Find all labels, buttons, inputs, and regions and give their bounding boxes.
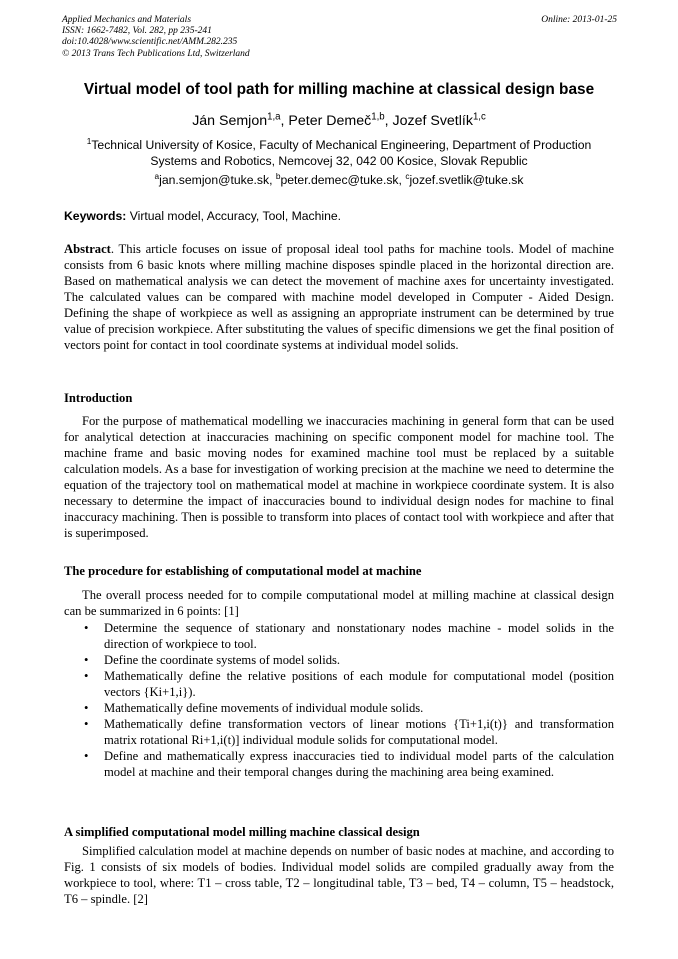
list-item-text: Define the coordinate systems of model solids. — [104, 653, 341, 667]
author-name: Peter Demeč — [288, 113, 372, 129]
simplified-paragraph: Simplified calculation model at machine depends on number of basic nodes at machine, and according to Fig. 1 consists of six models of bodies. Individual model solids are compiled gradually away from the workpiece to tool, where: T1 – cross table, T2 – longitudinal table, T3 – bed, T4 – column, T5 – headstock, T6 – spindle. [2] — [64, 844, 614, 906]
email-link[interactable]: jan.semjon@tuke.sk — [159, 173, 270, 187]
abstract — [64, 241, 614, 353]
bullet-icon: • — [84, 717, 89, 731]
email-sup: a — [154, 170, 160, 181]
author-name: Ján Semjon — [192, 113, 268, 129]
keywords-label: Keywords: — [64, 209, 127, 223]
online-date: Online: 2013-01-25 — [541, 15, 617, 25]
author-name: Jozef Svetlík — [392, 113, 473, 129]
abstract-text: . This article focuses on issue of proposal ideal tool paths for machine tools. Model of machine consists from 6 basic knots where milling machine disposes spindle placed in the horizontal direction are. Based on mathematical analysis we can detect the movement of machine axes for uncertainty investigated. The calculated values can be compared with machine model developed in Computer - Aided Design. Defining the shape of workpiece as well as assigning an appropriate instrument can be determined by true value of precision workpiece. After substituting the values of specific dimensions we get the final position of vectors point for contact in tool coordinate systems at individual model solids. — [64, 242, 614, 352]
author-sup: 1,b — [371, 111, 385, 123]
list-item-text: Mathematically define transformation vectors of linear motions {Ti+1,i(t)} and transformation matrix rotational Ri+1,i(t)] individual module solids for computational model. — [104, 717, 614, 747]
journal-name: Applied Mechanics and Materials — [62, 15, 192, 25]
author-list: Ján Semjon$^{1,a}$, Peter Demeč$^{1,b}$, Jozef Svetlík$^{1,c}$ — [192, 111, 486, 129]
bullet-icon: • — [84, 653, 89, 667]
introduction-paragraph: For the purpose of mathematical modelling we inaccuracies machining in general form that can be used for analytical detection at inaccuracies machining on specific component model for machine tool. The machine frame and basic moving nodes for examined machine tool must be replaced by a suitable calculation models. As a base for investigation of working precision at the machine we need to determine the equation of the trajectory tool on mathematical model at machine in workpiece coordinate system. It is also necessary to determine the impact of inaccuracies bound to individual design nodes for machine to final inaccuracy machining. Then is possible to transform into places of contact tool with workpiece and after that is superimposed. — [64, 414, 614, 540]
paper-title: Virtual model of tool path for milling machine at classical design base — [83, 81, 595, 98]
list-item — [64, 700, 614, 716]
keywords — [64, 209, 341, 223]
bullet-icon: • — [84, 669, 89, 683]
email-sup: c — [405, 170, 410, 181]
affiliation — [0, 137, 678, 169]
email-sup: b — [275, 170, 281, 181]
abstract-label: Abstract — [64, 242, 111, 256]
list-item — [64, 748, 614, 780]
list-item — [64, 652, 614, 668]
list-item-text: Mathematically define movements of individual module solids. — [104, 701, 424, 715]
email-link[interactable]: peter.demec@tuke.sk — [280, 173, 399, 187]
email-link[interactable]: jozef.svetlik@tuke.sk — [409, 173, 524, 187]
section-heading-simplified: A simplified computational model milling machine classical design — [64, 825, 420, 839]
bullet-icon: • — [84, 749, 89, 763]
keywords-text: Virtual model, Accuracy, Tool, Machine. — [129, 209, 342, 223]
bullet-icon: • — [84, 701, 89, 715]
procedure-paragraph: The overall process needed for to compile computational model at milling machine at classical design can be summarized in 6 points: [1] — [64, 588, 614, 618]
list-item-text: Determine the sequence of stationary and nonstationary nodes machine - model solids in the direction of workpiece to tool. — [104, 621, 614, 651]
affiliation-line: Technical University of Kosice, Faculty of Mechanical Engineering, Department of Production — [91, 138, 592, 152]
doi-line: doi:10.4028/www.scientific.net/AMM.282.235 — [62, 37, 238, 48]
journal-header — [62, 15, 617, 60]
list-item — [64, 620, 614, 652]
section-heading-introduction: Introduction — [64, 391, 133, 405]
email-list: $^a$jan.semjon@tuke.sk, $^b$peter.demec@tuke.sk, $^c$jozef.svetlik@tuke.sk — [154, 170, 524, 187]
issn-line: ISSN: 1662-7482, Vol. 282, pp 235-241 — [62, 26, 212, 37]
affiliation-line: Systems and Robotics, Nemcovej 32, 042 00 Kosice, Slovak Republic — [150, 154, 528, 168]
list-item — [64, 716, 614, 748]
section-heading-procedure: The procedure for establishing of computational model at machine — [64, 564, 422, 578]
procedure-list — [64, 620, 614, 780]
copyright-line: © 2013 Trans Tech Publications Ltd, Switzerland — [62, 48, 250, 59]
list-item-text: Mathematically define the relative positions of each module for computational model (position vectors {Ki+1,i}). — [104, 669, 614, 699]
author-sup: 1,a — [267, 111, 281, 123]
list-item — [64, 668, 614, 700]
affiliation-sup: 1 — [86, 135, 92, 146]
author-sup: 1,c — [472, 111, 486, 123]
list-item-text: Define and mathematically express inaccuracies tied to individual model parts of the calculation model at machine and their temporal changes during the machining area being examined. — [104, 749, 614, 779]
bullet-icon: • — [84, 621, 89, 635]
